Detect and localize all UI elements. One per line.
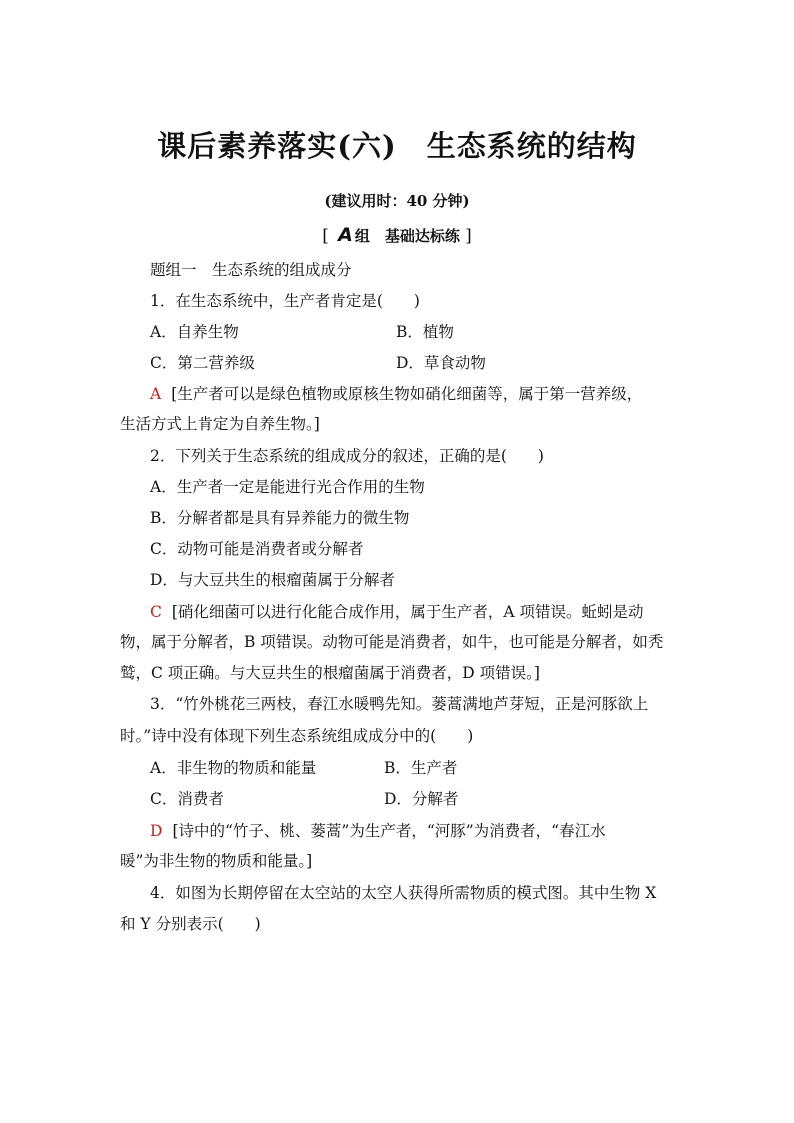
topic-heading: 题组一 生态系统的组成成分 — [150, 261, 352, 279]
q3-option-a: A．非生物的物质和能量 — [150, 759, 317, 777]
q3-explanation-line2: 暖”为非生物的物质和能量。] — [120, 852, 313, 870]
group-letter: A — [338, 224, 353, 246]
q1-option-a: A．自养生物 — [150, 323, 239, 341]
q1-explanation-line1: A [生产者可以是绿色植物或原核生物如硝化细菌等，属于第一营养级， — [150, 385, 643, 403]
q2-explanation-line2: 物，属于分解者，B 项错误。动物可能是消费者，如牛，也可能是分解者，如秃 — [120, 633, 664, 651]
q2-option-b: B．分解者都是具有异养能力的微生物 — [150, 509, 410, 527]
suggested-time: (建议用时：40 分钟) — [324, 192, 470, 210]
q1-option-b: B．植物 — [396, 323, 454, 341]
q2-stem: 2．下列关于生态系统的组成成分的叙述，正确的是( ) — [150, 447, 544, 465]
q3-stem-line2: 时。”诗中没有体现下列生态系统组成成分中的( ) — [120, 727, 474, 745]
q4-stem-line2: 和 Y 分别表示( ) — [120, 915, 261, 933]
group-label: 组 基础达标练 — [354, 227, 460, 245]
q2-answer: C — [150, 603, 162, 621]
q1-option-d: D．草食动物 — [396, 354, 486, 372]
q3-stem-line1: 3．“竹外桃花三两枝，春江水暖鸭先知。蒌蒿满地芦芽短，正是河豚欲上 — [150, 695, 649, 713]
q2-option-d: D．与大豆共生的根瘤菌属于分解者 — [150, 571, 395, 589]
q2-option-c: C．动物可能是消费者或分解者 — [150, 540, 364, 558]
q3-option-d: D．分解者 — [384, 790, 459, 808]
q1-explanation-line2: 生活方式上肯定为自养生物。] — [120, 415, 320, 433]
q2-explanation-line3: 鹫，C 项正确。与大豆共生的根瘤菌属于消费者，D 项错误。] — [120, 664, 540, 682]
group-header — [0, 224, 794, 246]
q2-option-a: A．生产者一定是能进行光合作用的生物 — [150, 478, 425, 496]
q3-option-b: B．生产者 — [384, 759, 458, 777]
q2-explanation-line1: C [硝化细菌可以进行化能合成作用，属于生产者，A 项错误。蚯蚓是动 — [150, 603, 644, 621]
q1-stem: 1．在生态系统中，生产者肯定是( ) — [150, 292, 420, 310]
group-bracket-open: [ — [322, 226, 329, 246]
q4-stem-line1: 4．如图为长期停留在太空站的太空人获得所需物质的模式图。其中生物 X — [150, 884, 657, 902]
q3-explanation-line1: D [诗中的“竹子、桃、蒌蒿”为生产者，“河豚”为消费者，“春江水 — [150, 822, 606, 840]
q1-option-c: C．第二营养级 — [150, 354, 255, 372]
q1-answer: A — [150, 385, 162, 403]
q3-option-c: C．消费者 — [150, 790, 224, 808]
page-title: 课后素养落实(六) 生态系统的结构 — [157, 129, 637, 163]
group-bracket-close: ] — [465, 226, 472, 246]
q3-answer: D — [150, 822, 163, 840]
